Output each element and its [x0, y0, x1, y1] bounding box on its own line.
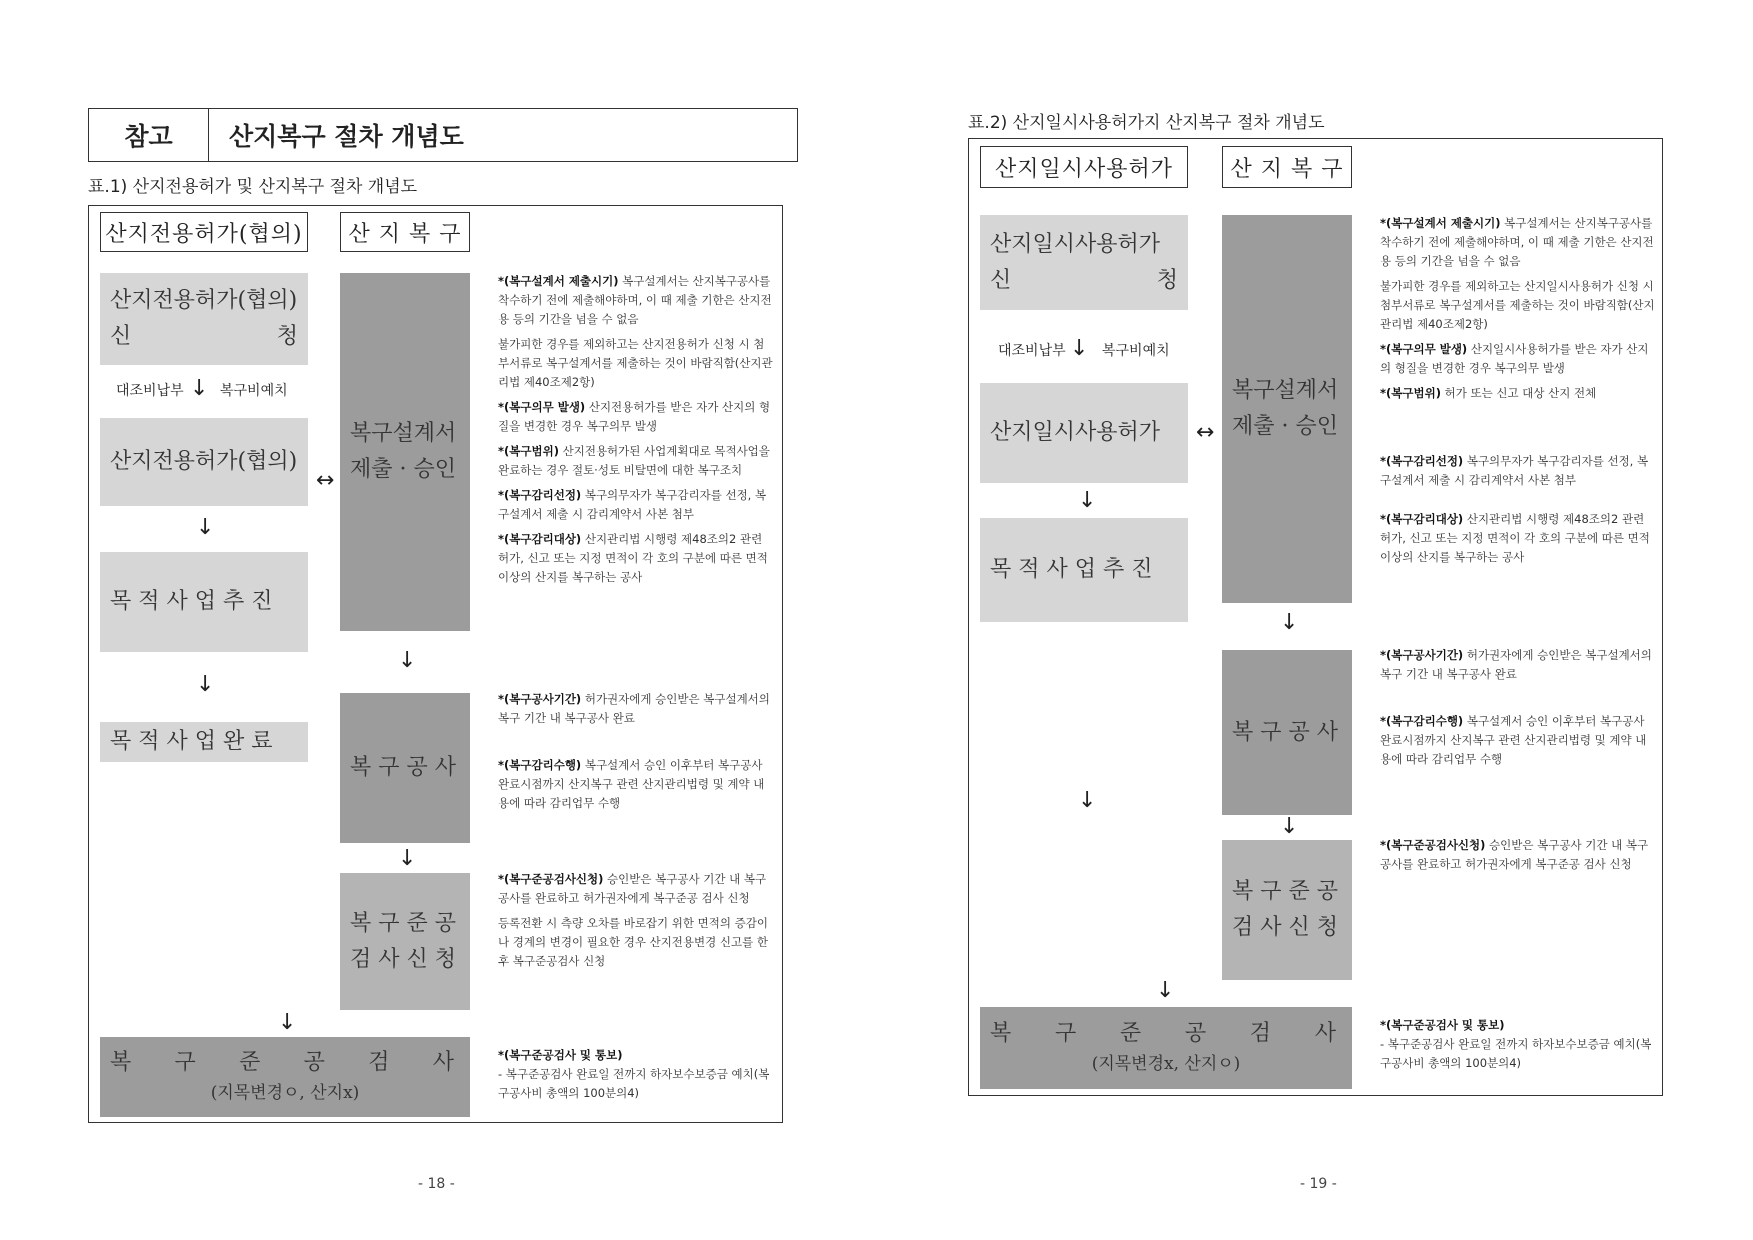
table1-notes-final	[498, 1046, 773, 1109]
table2-col-right-heading: 산 지 복 구	[1222, 146, 1352, 188]
box-line: 신	[990, 267, 1012, 293]
table1-complete-box	[100, 722, 308, 762]
box-line: 복 구 공 사	[1232, 719, 1338, 745]
table1-arrow-down: ↓	[278, 1010, 297, 1035]
note: *(복구공사기간) 허가권자에게 승인받은 복구설계서의 복구 기간 내 복구공사 완료	[498, 692, 770, 725]
table2-arrow-down: ↓	[1280, 610, 1299, 635]
final-char: 검	[368, 1050, 390, 1075]
table1-project-box	[100, 552, 308, 652]
note: *(복구공사기간) 허가권자에게 승인받은 복구설계서의 복구 기간 내 복구공사 완료	[1380, 648, 1652, 681]
note: *(복구설계서 제출시기) 복구설계서는 산지복구공사를 착수하기 전에 제출해야하며, 이 때 제출 기한은 산지전용 등의 기간을 넘을 수 없음	[498, 274, 772, 326]
table1-notes-construction	[498, 690, 773, 819]
box-line: 산지전용허가(협의)	[110, 449, 298, 474]
final-char: 사	[432, 1050, 454, 1075]
table1-construction-box	[340, 693, 470, 843]
table2-arrow-down: ↓	[1078, 488, 1097, 513]
box-line: 청	[276, 324, 298, 349]
table2-notes-final	[1380, 1016, 1655, 1079]
final-char: 공	[1184, 1021, 1207, 1046]
note: *(복구감리대상) 산지관리법 시행령 제48조의2 관련 허가, 신고 또는 지정 면적이 각 호의 구분에 따른 면적 이상의 산지를 복구하는 공사	[1380, 512, 1650, 564]
table1-caption: 표.1) 산지전용허가 및 산지복구 절차 개념도	[88, 177, 418, 197]
table2-sub-left: 대조비납부	[998, 343, 1066, 359]
note: *(복구의무 발생) 산지일시사용허가를 받은 자가 산지의 형질을 변경한 경우 복구의무 발생	[1380, 342, 1649, 375]
table2-notes-construction	[1380, 646, 1655, 775]
note: *(복구설계서 제출시기) 복구설계서는 산지복구공사를 착수하기 전에 제출해야하며, 이 때 제출 기한은 산지전용 등의 기간을 넘을 수 없음	[1380, 216, 1654, 268]
table2-notes-inspect	[1380, 836, 1655, 880]
table1-col-left-heading: 산지전용허가(협의)	[100, 212, 308, 252]
note: *(복구범위) 허가 또는 신고 대상 산지 전체	[1380, 386, 1597, 400]
note: *(복구준공검사신청) 승인받은 복구공사 기간 내 복구공사를 완료하고 허가권자에게 복구준공 검사 신청	[498, 872, 767, 905]
table1-arrow-down: ↓	[196, 672, 215, 697]
final-char: 공	[303, 1050, 325, 1075]
final-char: 사	[1314, 1021, 1336, 1046]
table1-permit-box	[100, 418, 308, 506]
table2-arrow-lr: ↔	[1196, 420, 1215, 445]
table1-arrow-down: ↓	[398, 846, 417, 871]
note: - 복구준공검사 완료일 전까지 하자보수보증금 예치(복구공사비 총액의 100분의4)	[1380, 1037, 1652, 1070]
table2-sub-right: 복구비예치	[1102, 343, 1170, 359]
box-line: 복구설계서	[1232, 378, 1339, 403]
final-sub: (지목변경x, 산지ㅇ)	[1091, 1054, 1241, 1074]
note: 불가피한 경우를 제외하고는 산지일시사용허가 신청 시 첨부서류로 복구설계서를 제출하는 것이 바람직함(산지관리법 제40조제2항)	[1380, 279, 1655, 331]
note: *(복구감리대상) 산지관리법 시행령 제48조의2 관련 허가, 신고 또는 지정 면적이 각 호의 구분에 따른 면적 이상의 산지를 복구하는 공사	[498, 532, 768, 584]
table2-arrow-down: ↓	[1078, 788, 1097, 813]
final-char: 준	[239, 1050, 261, 1075]
box-line: 청	[1156, 267, 1178, 293]
reference-tag: 참고	[89, 109, 209, 161]
note: *(복구준공검사 및 통보)	[1380, 1018, 1505, 1032]
note: - 복구준공검사 완료일 전까지 하자보수보증금 예치(복구공사비 총액의 100분의4)	[498, 1067, 770, 1100]
note: *(복구감리수행) 복구설계서 승인 이후부터 복구공사 완료시점까지 산지복구 관련 산지관리법령 및 계약 내용에 따라 감리업무 수행	[1380, 714, 1647, 766]
box-line: 검 사 신 청	[350, 946, 456, 972]
table1-notes-inspect	[498, 870, 773, 977]
table2-apply-box	[980, 215, 1188, 310]
table2-arrow-down: ↓	[1156, 978, 1175, 1003]
final-char: 구	[174, 1050, 196, 1075]
box-line: 제출 · 승인	[1232, 414, 1338, 439]
note: 등록전환 시 측량 오차를 바로잡기 위한 면적의 증감이나 경계의 변경이 필요한 경우 산지전용변경 신고를 한 후 복구준공검사 신청	[498, 916, 768, 968]
table1-final-inspection-box	[100, 1037, 470, 1117]
table2-arrow-down: ↓	[1280, 814, 1299, 839]
note: *(복구감리선정) 복구의무자가 복구감리자를 선정, 복구설계서 제출 시 감리계약서 사본 첨부	[498, 488, 767, 521]
table2-arrow-down: ↓	[1070, 336, 1089, 361]
table1-sub-right: 복구비예치	[220, 383, 288, 399]
box-line: 복 구 준 공	[1232, 879, 1338, 904]
table2-col-left-heading: 산지일시사용허가	[980, 146, 1188, 188]
note: 불가피한 경우를 제외하고는 산지전용허가 신청 시 첨부서류로 복구설계서를 제출하는 것이 바람직함(산지관리법 제40조제2항)	[498, 337, 773, 389]
box-line: 산지전용허가(협의)	[110, 288, 298, 313]
box-line: 검 사 신 청	[1232, 915, 1338, 940]
box-line: 복 구 공 사	[350, 755, 456, 780]
box-line: 목 적 사 업 추 진	[990, 557, 1153, 582]
box-line: 목 적 사 업 완 료	[110, 729, 273, 754]
final-char: 검	[1249, 1021, 1272, 1046]
table2-caption: 표.2) 산지일시사용허가지 산지복구 절차 개념도	[968, 113, 1325, 133]
note: *(복구준공검사 및 통보)	[498, 1048, 623, 1062]
table2-design-box	[1222, 215, 1352, 603]
note: *(복구감리선정) 복구의무자가 복구감리자를 선정, 복구설계서 제출 시 감리계약서 사본 첨부	[1380, 454, 1649, 487]
reference-header	[88, 108, 798, 162]
table1-arrow-down: ↓	[398, 648, 417, 673]
table2-notes-design	[1380, 214, 1655, 409]
final-char: 복	[110, 1050, 132, 1075]
final-char: 준	[1119, 1021, 1142, 1046]
table2-construction-box	[1222, 650, 1352, 815]
table2-inspect-request-box	[1222, 840, 1352, 980]
table2-notes-supervision	[1380, 452, 1655, 573]
page-number-left: - 18 -	[418, 1176, 455, 1192]
box-line: 목 적 사 업 추 진	[110, 589, 273, 614]
table1-col-right-heading: 산 지 복 구	[340, 212, 470, 252]
note: *(복구의무 발생) 산지전용허가를 받은 자가 산지의 형질을 변경한 경우 복구의무 발생	[498, 400, 771, 433]
table1-arrow-lr: ↔	[316, 468, 335, 493]
box-line: 제출 · 승인	[350, 457, 456, 482]
table1-arrow-down: ↓	[190, 376, 209, 401]
reference-title: 산지복구 절차 개념도	[229, 122, 464, 151]
table1-arrow-down: ↓	[196, 515, 215, 540]
box-line: 복 구 준 공	[350, 910, 456, 936]
table1-apply-box	[100, 273, 308, 365]
table1-notes-design	[498, 272, 773, 593]
note: *(복구감리수행) 복구설계서 승인 이후부터 복구공사 완료시점까지 산지복구 관련 산지관리법령 및 계약 내용에 따라 감리업무 수행	[498, 758, 765, 810]
table1-sub-left: 대조비납부	[116, 383, 184, 399]
table2-permit-box	[980, 383, 1188, 483]
table1-inspect-request-box	[340, 873, 470, 1010]
table1-design-box	[340, 273, 470, 631]
final-sub: (지목변경ㅇ, 산지x)	[210, 1083, 360, 1103]
final-char: 복	[990, 1021, 1012, 1046]
box-line: 신	[110, 324, 132, 349]
final-char: 구	[1054, 1021, 1077, 1046]
note: *(복구준공검사신청) 승인받은 복구공사 기간 내 복구공사를 완료하고 허가권자에게 복구준공 검사 신청	[1380, 838, 1649, 871]
table2-project-box	[980, 518, 1188, 622]
table2-final-inspection-box	[980, 1007, 1352, 1089]
box-line: 산지일시사용허가	[990, 420, 1161, 445]
page-number-right: - 19 -	[1300, 1176, 1337, 1192]
box-line: 산지일시사용허가	[990, 231, 1161, 257]
box-line: 복구설계서	[350, 421, 457, 446]
note: *(복구범위) 산지전용허가된 사업계획대로 목적사업을 완료하는 경우 절토·성토 비탈면에 대한 복구조치	[498, 444, 770, 477]
